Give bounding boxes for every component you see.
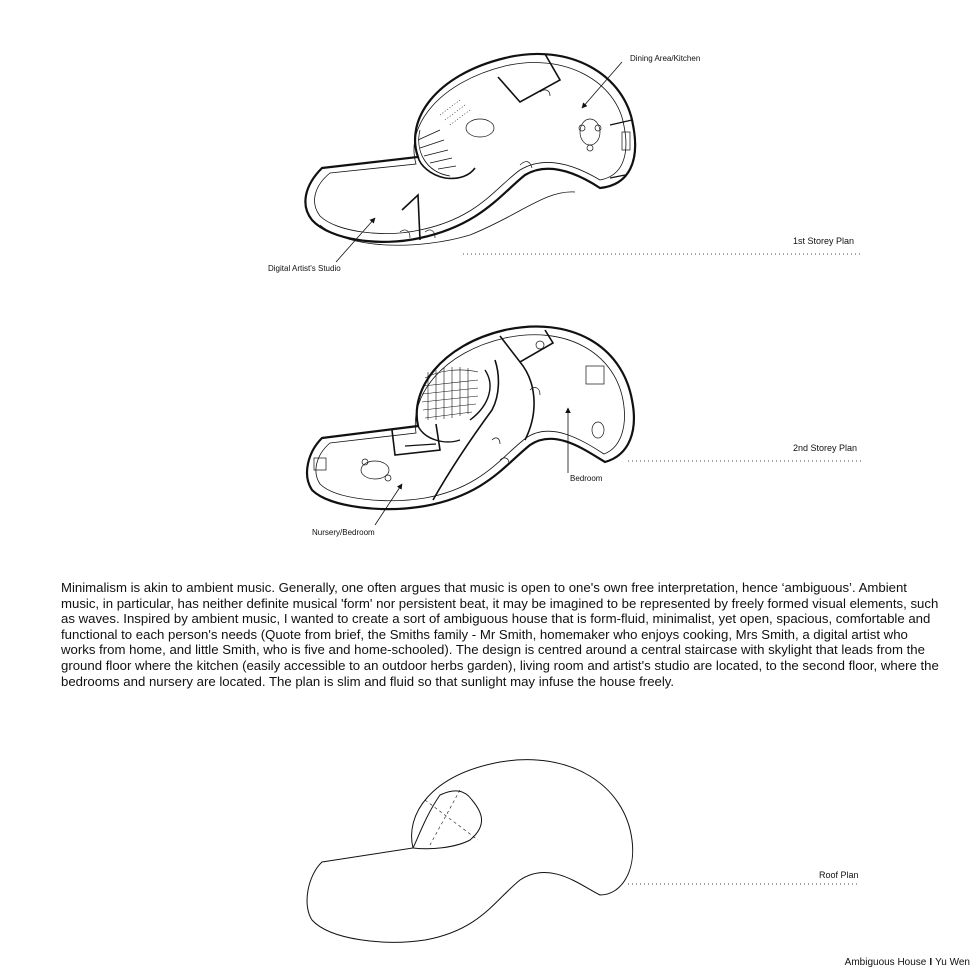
label-digital-artists-studio: Digital Artist's Studio [268, 264, 341, 273]
roof-plan [307, 760, 633, 943]
label-bedroom: Bedroom [570, 474, 603, 483]
dining-leader-arrow [582, 62, 622, 108]
label-dining-area-kitchen: Dining Area/Kitchen [630, 54, 701, 63]
project-description: Minimalism is akin to ambient music. Generally, one often argues that music is open to one's own free interpretation, hence ‘ambiguous’. Ambient music, in particular, has neither definite musical 'form' nor persistent beat, it may be imagined to be represented by freely formed visual elements, such as waves. Inspired by ambient music, I wanted to create a sort of ambiguous house that is form-fluid, minimalist, yet open, spacious, comfortable and functional to each person's needs (Quote from brief, the Smiths family - Mr Smith, homemaker who enjoys cooking, Mrs Smith, a digital artist who works from home, and little Smith, who is five and home-schooled). The design is centred around a central staircase with skylight that leads from the ground floor where the kitchen (easily accessible to an outdoor herbs garden), living room and artist's studio are located, to the second floor, where the bedrooms and nursery are located. The plan is slim and fluid so that sunlight may infuse the house freely. [61, 580, 939, 689]
footer-separator: I [929, 957, 933, 968]
first-storey-title: 1st Storey Plan [793, 236, 855, 246]
first-storey-plan [305, 54, 635, 245]
second-storey-title: 2nd Storey Plan [793, 443, 858, 453]
label-nursery-bedroom: Nursery/Bedroom [312, 528, 375, 537]
roof-plan-title: Roof Plan [819, 870, 859, 880]
footer-credit [845, 957, 970, 968]
studio-leader-arrow [336, 218, 375, 262]
nursery-leader-arrow [375, 484, 402, 525]
roof-outline [307, 760, 633, 943]
footer-author: Yu Wen [935, 957, 970, 968]
first-storey-outline [305, 54, 635, 242]
footer-project-name: Ambiguous House [844, 957, 927, 968]
